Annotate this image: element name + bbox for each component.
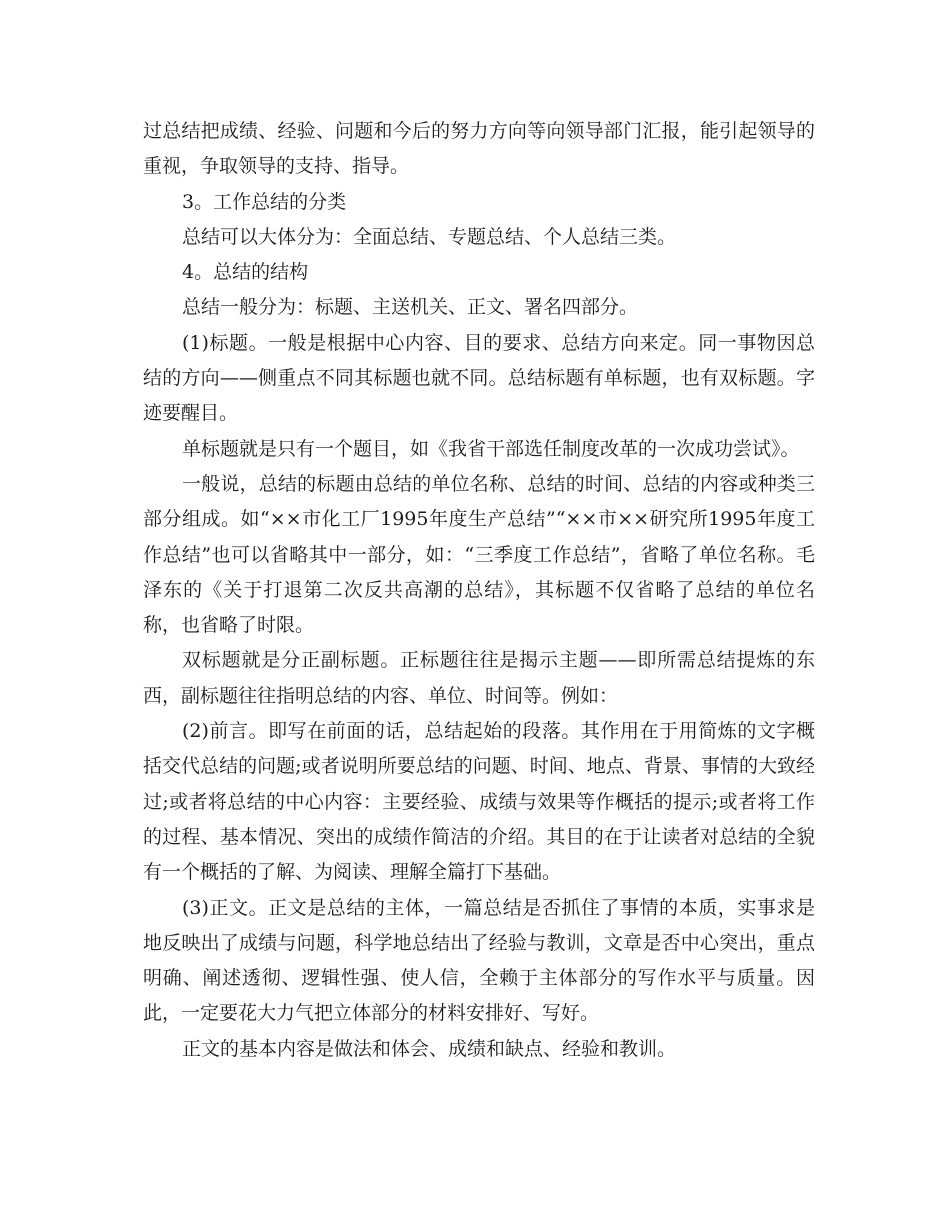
paragraph-double-title: 双标题就是分正副标题。正标题往往是揭示主题——即所需总结提炼的东西，副标题往往指明总结的内容、单位、时间等。例如： [143, 649, 815, 707]
paragraph-single-title: 单标题就是只有一个题目，如《我省干部选任制度改革的一次成功尝试》。 [182, 437, 800, 460]
paragraph-classification: 总结可以大体分为：全面总结、专题总结、个人总结三类。 [182, 225, 677, 248]
section-heading-classification: 3。工作总结的分类 [182, 190, 347, 213]
paragraph-main-body-content: 正文的基本内容是做法和体会、成绩和缺点、经验和教训。 [182, 1037, 677, 1060]
paragraph-preface: (2)前言。即写在前面的话，总结起始的段落。其作用在于用简炼的文字概括交代总结的问题;或者说明所要总结的问题、时间、地点、背景、事情的大致经过;或者将总结的中心内容：主要经验、成绩与效果等作概括的提示;或者将工作的过程、基本情况、突出的成绩作简洁的介绍。其目的在于让读者对总结的全貌有一个概括的了解、为阅读、理解全篇打下基础。 [143, 720, 815, 884]
paragraph-main-body: (3)正文。正文是总结的主体，一篇总结是否抓住了事情的本质，实事求是地反映出了成绩与问题，科学地总结出了经验与教训，文章是否中心突出，重点明确、阐述透彻、逻辑性强、使人信，全赖于主体部分的写作水平与质量。因此，一定要花大力气把立体部分的材料安排好、写好。 [143, 896, 815, 1025]
paragraph-structure-parts: 总结一般分为：标题、主送机关、正文、署名四部分。 [182, 296, 639, 319]
paragraph-continuation: 过总结把成绩、经验、问题和今后的努力方向等向领导部门汇报，能引起领导的重视，争取领导的支持、指导。 [143, 120, 815, 178]
document-body [143, 114, 815, 1067]
paragraph-title-composition: 一般说，总结的标题由总结的单位名称、总结的时间、总结的内容或种类三部分组成。如“××市化工厂1995年度生产总结”“××市××研究所1995年度工作总结”也可以省略其中一部分，如：“三季度工作总结”，省略了单位名称。毛泽东的《关于打退第二次反共高潮的总结》，其标题不仅省略了总结的单位名称，也省略了时限。 [143, 472, 815, 637]
paragraph-title: (1)标题。一般是根据中心内容、目的要求、总结方向来定。同一事物因总结的方向——侧重点不同其标题也就不同。总结标题有单标题，也有双标题。字迹要醒目。 [143, 331, 815, 425]
section-heading-structure: 4。总结的结构 [182, 261, 309, 284]
